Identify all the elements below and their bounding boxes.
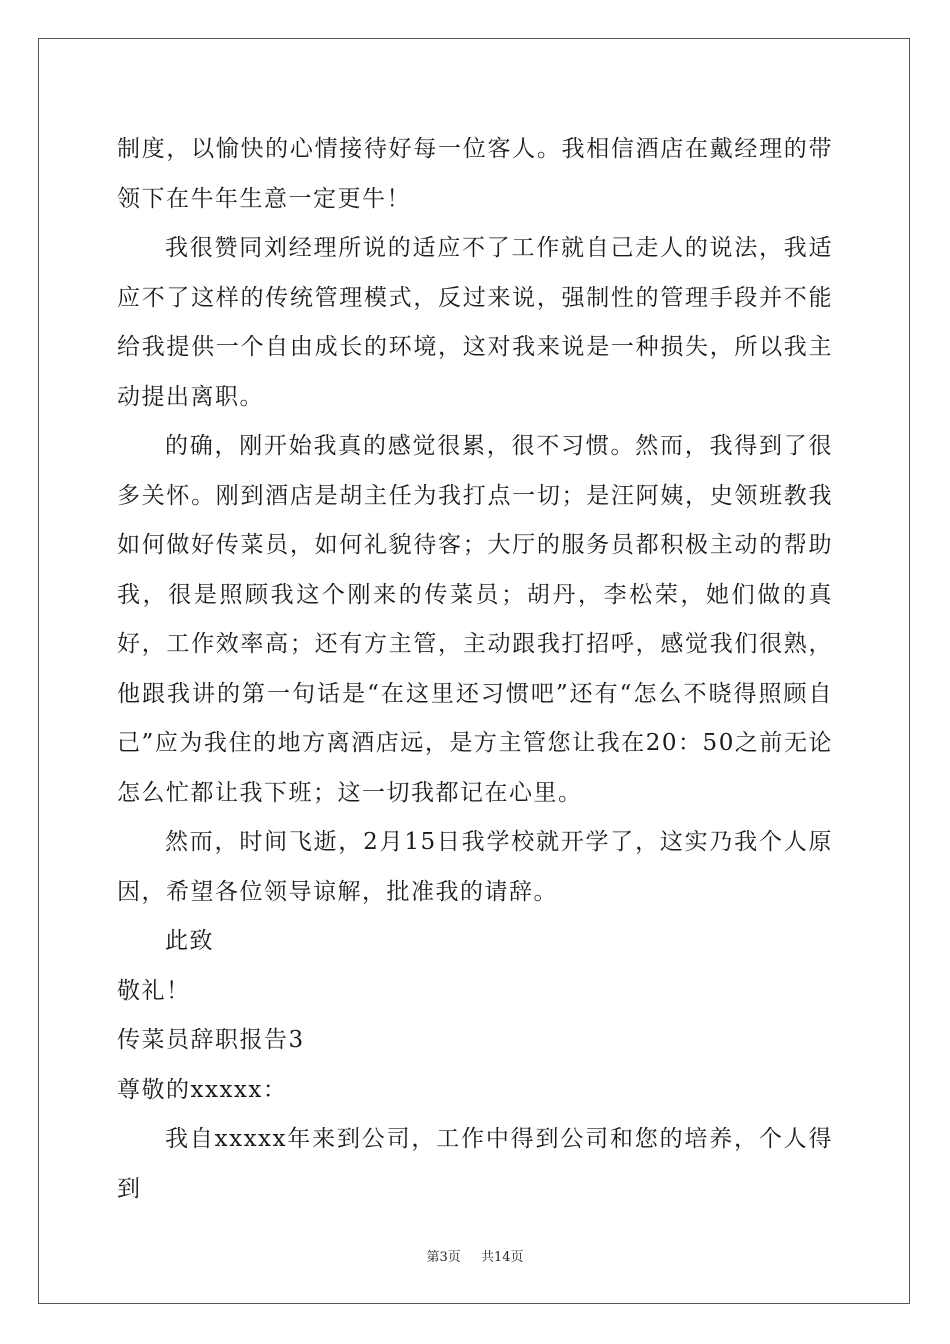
paragraph-closing-previous: 制度，以愉快的心情接待好每一位客人。我相信酒店在戴经理的带领下在牛年生意一定更牛！ [117,136,833,212]
page-footer [0,1246,950,1265]
paragraph-gratitude: 的确，刚开始我真的感觉很累，很不习惯。然而，我得到了很多关怀。刚到酒店是胡主任为我打点一切；是汪阿姨，史领班教我如何做好传菜员，如何礼貌待客；大厅的服务员都积极主动的帮助我，很是照顾我这个刚来的传菜员；胡丹，李松荣，她们做的真好，工作效率高；还有方主管，主动跟我打招呼，感觉我们很熟，他跟我讲的第一句话是“在这里还习惯吧”还有“怎么不晓得照顾自己”应为我住的地方离酒店远，是方主管您让我在20：50之前无论怎么忙都让我下班；这一切我都记在心里。 [117,433,833,806]
page-total: 共14页 [480,1250,524,1265]
section-heading: 传菜员辞职报告3 [117,1027,305,1053]
paragraph-new-letter-start: 我自xxxxx年来到公司，工作中得到公司和您的培养，个人得到 [117,1126,833,1202]
paragraph-school-reason: 然而，时间飞逝，2月15日我学校就开学了，这实乃我个人原因，希望各位领导谅解，批准我的请辞。 [117,829,833,905]
paragraph-agree-manager: 我很赞同刘经理所说的适应不了工作就自己走人的说法，我适应不了这样的传统管理模式，反过来说，强制性的管理手段并不能给我提供一个自由成长的环境，这对我来说是一种损失，所以我主动提出离职。 [117,235,833,410]
salutation-cizhi: 此致 [165,928,214,954]
addressee-line: 尊敬的xxxxx： [117,1076,288,1103]
page-number: 第3页 [426,1250,461,1265]
document-body [117,125,833,1214]
salutation-jingli: 敬礼！ [117,977,191,1004]
